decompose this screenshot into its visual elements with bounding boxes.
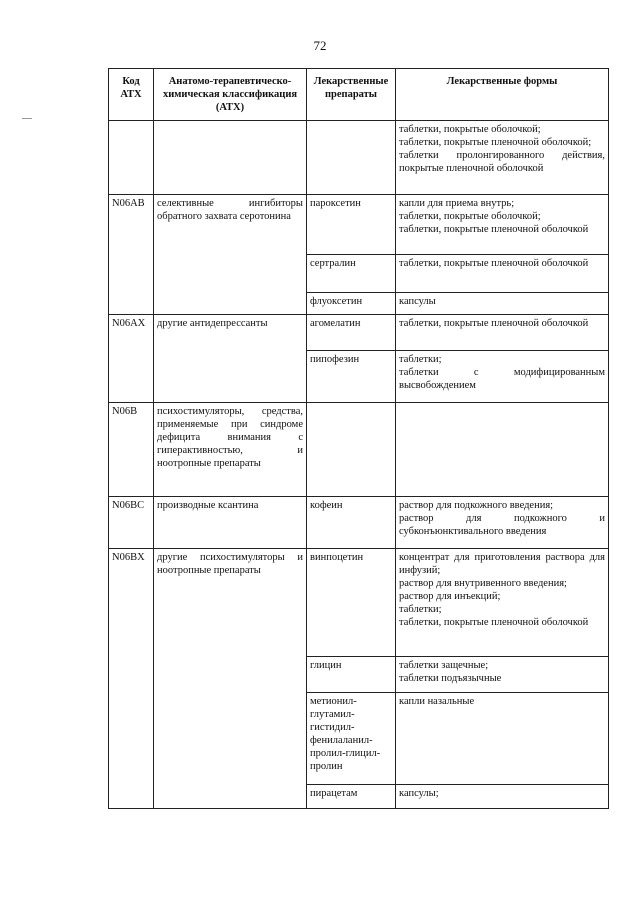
drug-name: флуоксетин xyxy=(307,293,396,315)
drug-forms xyxy=(396,549,609,657)
atx-classification: производные ксантина xyxy=(154,497,307,549)
atx-classification: психостимуляторы, средства, применяемые при синдроме дефицита внимания с гиперактивностью, и ноотропные препараты xyxy=(154,403,307,497)
drug-name: пароксетин xyxy=(307,195,396,255)
drug-forms xyxy=(396,255,609,293)
form-item: таблетки с модифицированным высвобождением xyxy=(399,367,605,391)
atx-classification: другие антидепрессанты xyxy=(154,315,307,403)
atx-code: N06BC xyxy=(109,497,154,549)
table-header-row xyxy=(109,69,609,121)
atx-code: N06AB xyxy=(109,195,154,315)
drug-forms xyxy=(396,497,609,549)
drug-name: винпоцетин xyxy=(307,549,396,657)
page-number: 72 xyxy=(313,38,327,53)
drug-name: агомелатин xyxy=(307,315,396,351)
drug-name: пипофезин xyxy=(307,351,396,403)
drug-name: сертралин xyxy=(307,255,396,293)
drug-name: кофеин xyxy=(307,497,396,549)
table-row xyxy=(109,315,609,351)
drug-forms xyxy=(396,351,609,403)
form-item: капли для приема внутрь; xyxy=(399,198,515,209)
form-item: таблетки; xyxy=(399,604,442,615)
drug-name: глицин xyxy=(307,657,396,693)
drug-name xyxy=(307,403,396,497)
form-item: таблетки, покрытые пленочной оболочкой xyxy=(399,224,589,235)
form-item: таблетки, покрытые пленочной оболочкой xyxy=(399,318,589,329)
atx-code: N06B xyxy=(109,403,154,497)
margin-mark xyxy=(22,118,32,119)
form-item: таблетки, покрытые оболочкой; xyxy=(399,211,541,222)
table-row xyxy=(109,121,609,195)
drug-name xyxy=(307,121,396,195)
drug-forms xyxy=(396,121,609,195)
atx-classification: другие психостимуляторы и ноотропные препараты xyxy=(154,549,307,809)
atx-classification xyxy=(154,121,307,195)
drug-forms xyxy=(396,657,609,693)
form-item: таблетки защечные; xyxy=(399,660,489,671)
atx-code: N06BX xyxy=(109,549,154,809)
form-item: раствор для подкожного и субконъюнктивального введения xyxy=(399,513,605,537)
form-item: капли назальные xyxy=(399,696,475,707)
header-forms: Лекарственные формы xyxy=(396,69,609,121)
header-drugs: Лекарственные препараты xyxy=(307,69,396,121)
form-item: таблетки пролонгированного действия, покрытые пленочной оболочкой xyxy=(399,150,605,174)
drug-name: метионил-глутамил-гистидил-фенилаланил-пролил-глицил-пролин xyxy=(307,693,396,785)
drug-forms xyxy=(396,403,609,497)
form-item: таблетки; xyxy=(399,354,442,365)
form-item: таблетки, покрытые пленочной оболочкой xyxy=(399,258,589,269)
form-item: капсулы; xyxy=(399,788,439,799)
drug-forms xyxy=(396,293,609,315)
drug-forms xyxy=(396,785,609,809)
table-row xyxy=(109,497,609,549)
atx-code: N06AX xyxy=(109,315,154,403)
atx-code xyxy=(109,121,154,195)
drug-name: пирацетам xyxy=(307,785,396,809)
atx-classification: селективные ингибиторы обратного захвата серотонина xyxy=(154,195,307,315)
form-item: таблетки, покрытые пленочной оболочкой xyxy=(399,617,589,628)
header-classification: Анатомо-терапевтическо-химическая классификация (АТХ) xyxy=(154,69,307,121)
form-item: таблетки, покрытые пленочной оболочкой; xyxy=(399,137,592,148)
atx-table xyxy=(108,68,609,809)
form-item: раствор для инъекций; xyxy=(399,591,501,602)
drug-forms xyxy=(396,693,609,785)
form-item: раствор для подкожного введения; xyxy=(399,500,554,511)
table-row xyxy=(109,549,609,657)
form-item: таблетки подъязычные xyxy=(399,673,502,684)
header-code: Код АТХ xyxy=(109,69,154,121)
form-item: капсулы xyxy=(399,296,436,307)
form-item: раствор для внутривенного введения; xyxy=(399,578,567,589)
form-item: таблетки, покрытые оболочкой; xyxy=(399,124,541,135)
drug-forms xyxy=(396,315,609,351)
drug-forms xyxy=(396,195,609,255)
table-row xyxy=(109,195,609,255)
table-row xyxy=(109,403,609,497)
form-item: концентрат для приготовления раствора для инфузий; xyxy=(399,552,605,576)
